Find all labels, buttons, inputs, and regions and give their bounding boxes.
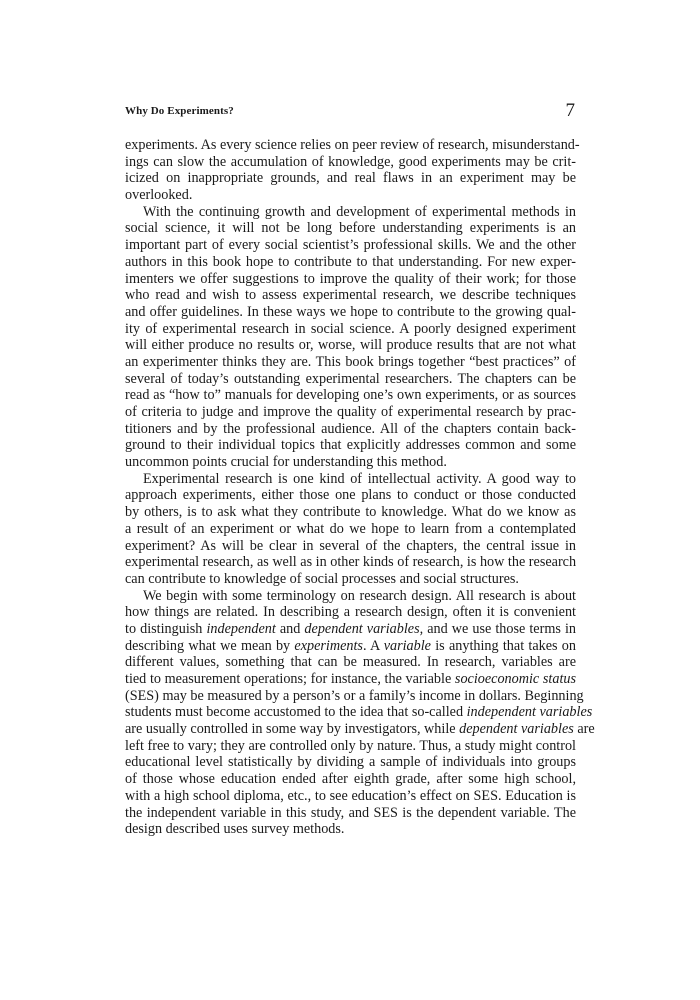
text-line xyxy=(125,354,576,371)
text-line xyxy=(125,321,576,338)
text-line xyxy=(125,738,576,755)
text-line xyxy=(125,821,576,838)
page-number: 7 xyxy=(565,100,575,121)
text-line xyxy=(125,154,576,171)
text-segment: approach experiments, either those one plans to conduct or those conducted xyxy=(125,487,576,504)
text-segment: uncommon points crucial for understanding this method. xyxy=(125,454,447,471)
running-head xyxy=(125,101,575,123)
text-line xyxy=(125,304,576,321)
text-segment: an experimenter thinks they are. This book brings together “best practices” of xyxy=(125,353,576,370)
italic-term: independent variables xyxy=(466,704,593,721)
text-line xyxy=(125,621,576,638)
body-text xyxy=(125,137,595,838)
text-segment: of those whose education ended after eighth grade, after some high school, xyxy=(125,771,576,788)
text-line xyxy=(125,454,576,471)
text-segment: are usually controlled in some way by investigators, while xyxy=(125,721,460,738)
text-line xyxy=(125,220,576,237)
text-segment: imenters we offer suggestions to improve the quality of their work; for those xyxy=(125,270,576,287)
text-segment: With the continuing growth and development of experimental methods in xyxy=(143,203,576,220)
text-segment: titioners and by the professional audience. All of the chapters contain back- xyxy=(125,420,576,437)
text-segment: and xyxy=(275,620,305,637)
text-line xyxy=(125,387,576,404)
italic-term: dependent variables xyxy=(459,721,574,738)
text-segment: ground to their individual topics that explicitly addresses common and some xyxy=(125,437,576,454)
text-segment: left free to vary; they are controlled only by nature. Thus, a study might control xyxy=(125,737,576,754)
text-line xyxy=(125,588,576,605)
text-line xyxy=(125,487,576,504)
text-segment: experiments. As every science relies on peer review of research, misunderstand- xyxy=(125,137,580,153)
text-segment: icized on inappropriate grounds, and real flaws in an experiment may be xyxy=(125,170,576,187)
text-line xyxy=(125,187,576,204)
text-line xyxy=(125,337,576,354)
text-line xyxy=(125,654,576,671)
text-line xyxy=(125,754,576,771)
text-segment: how things are related. In describing a research design, often it is convenient xyxy=(125,604,576,621)
text-segment: authors in this book hope to contribute to that understanding. For new exper- xyxy=(125,253,576,270)
text-segment: tied to measurement operations; for instance, the variable xyxy=(125,671,455,687)
text-line xyxy=(125,571,576,588)
text-line xyxy=(125,521,576,538)
text-segment: social science, it will not be long before understanding experiments is an xyxy=(125,220,576,237)
text-segment: different values, something that can be measured. In research, variables are xyxy=(125,654,576,671)
italic-term: variable xyxy=(383,637,431,654)
text-segment: students must become accustomed to the idea that so-called xyxy=(125,704,467,721)
text-segment: will either produce no results or, worse, will produce results that are not what xyxy=(125,337,576,354)
text-line xyxy=(125,504,576,521)
text-segment: experimental research, as well as in other kinds of research, is how the research xyxy=(125,554,577,571)
text-line xyxy=(125,254,576,271)
text-line xyxy=(125,471,576,488)
text-segment: the independent variable in this study, and SES is the dependent variable. The xyxy=(125,804,576,821)
text-segment: design described uses survey methods. xyxy=(125,821,345,838)
text-segment: who read and wish to assess experimental research, we describe techniques xyxy=(125,287,576,304)
italic-term: experiments xyxy=(294,637,363,654)
text-segment: a result of an experiment or what do we hope to learn from a contemplated xyxy=(125,520,576,537)
text-segment: by others, is to ask what they contribute to knowledge. What do we know as xyxy=(125,504,576,521)
text-line xyxy=(125,721,595,738)
text-segment: We begin with some terminology on research design. All research is about xyxy=(143,587,576,604)
text-line xyxy=(125,538,576,555)
text-segment: educational level statistically by dividing a sample of individuals into groups xyxy=(125,754,576,771)
text-segment: experiment? As will be clear in several of the chapters, the central issue in xyxy=(125,537,576,554)
text-segment: ings can slow the accumulation of knowledge, good experiments may be crit- xyxy=(125,153,576,170)
text-line xyxy=(125,554,576,571)
text-line xyxy=(125,287,576,304)
text-segment: read as “how to” manuals for developing one’s own experiments, or as sources xyxy=(125,387,576,404)
text-line xyxy=(125,371,576,388)
text-segment: ity of experimental research in social science. A poorly designed experiment xyxy=(125,320,576,337)
text-line xyxy=(125,170,576,187)
text-line xyxy=(125,687,584,705)
text-line xyxy=(125,437,576,454)
text-segment: are xyxy=(573,721,595,738)
text-segment: several of today’s outstanding experimental researchers. The chapters can be xyxy=(125,370,576,387)
text-segment: with a high school diploma, etc., to see education’s effect on SES. Education is xyxy=(125,787,576,804)
text-segment: (SES) may be measured by a person’s or a family’s income in dollars. Beginning xyxy=(125,687,584,704)
italic-term: dependent variables, xyxy=(304,620,424,637)
running-title: Why Do Experiments? xyxy=(125,105,234,117)
text-line xyxy=(125,421,576,438)
text-segment: is anything that takes on xyxy=(430,637,576,654)
text-line xyxy=(125,788,576,805)
text-segment: and we use those terms in xyxy=(423,620,576,637)
text-line xyxy=(125,771,576,788)
text-segment: overlooked. xyxy=(125,187,193,204)
text-line xyxy=(125,237,576,254)
text-line xyxy=(125,604,576,621)
text-line xyxy=(125,671,576,688)
text-line xyxy=(125,204,576,221)
text-segment: Experimental research is one kind of intellectual activity. A good way to xyxy=(143,470,576,487)
text-segment: of criteria to judge and improve the quality of experimental research by prac- xyxy=(125,404,576,420)
text-segment: can contribute to knowledge of social processes and social structures. xyxy=(125,570,519,587)
italic-term: socioeconomic status xyxy=(454,671,577,687)
text-line xyxy=(125,638,576,655)
italic-term: independent xyxy=(206,620,276,637)
text-segment: and offer guidelines. In these ways we hope to contribute to the growing qual- xyxy=(125,303,576,320)
text-line xyxy=(125,404,576,421)
text-line xyxy=(125,704,593,721)
text-line xyxy=(125,805,576,822)
text-segment: describing what we mean by xyxy=(125,637,295,654)
text-segment: to distinguish xyxy=(125,620,207,637)
text-segment: important part of every social scientist’s professional skills. We and the other xyxy=(125,237,576,254)
text-line xyxy=(125,137,580,154)
text-line xyxy=(125,271,576,288)
text-segment: . A xyxy=(362,637,384,654)
